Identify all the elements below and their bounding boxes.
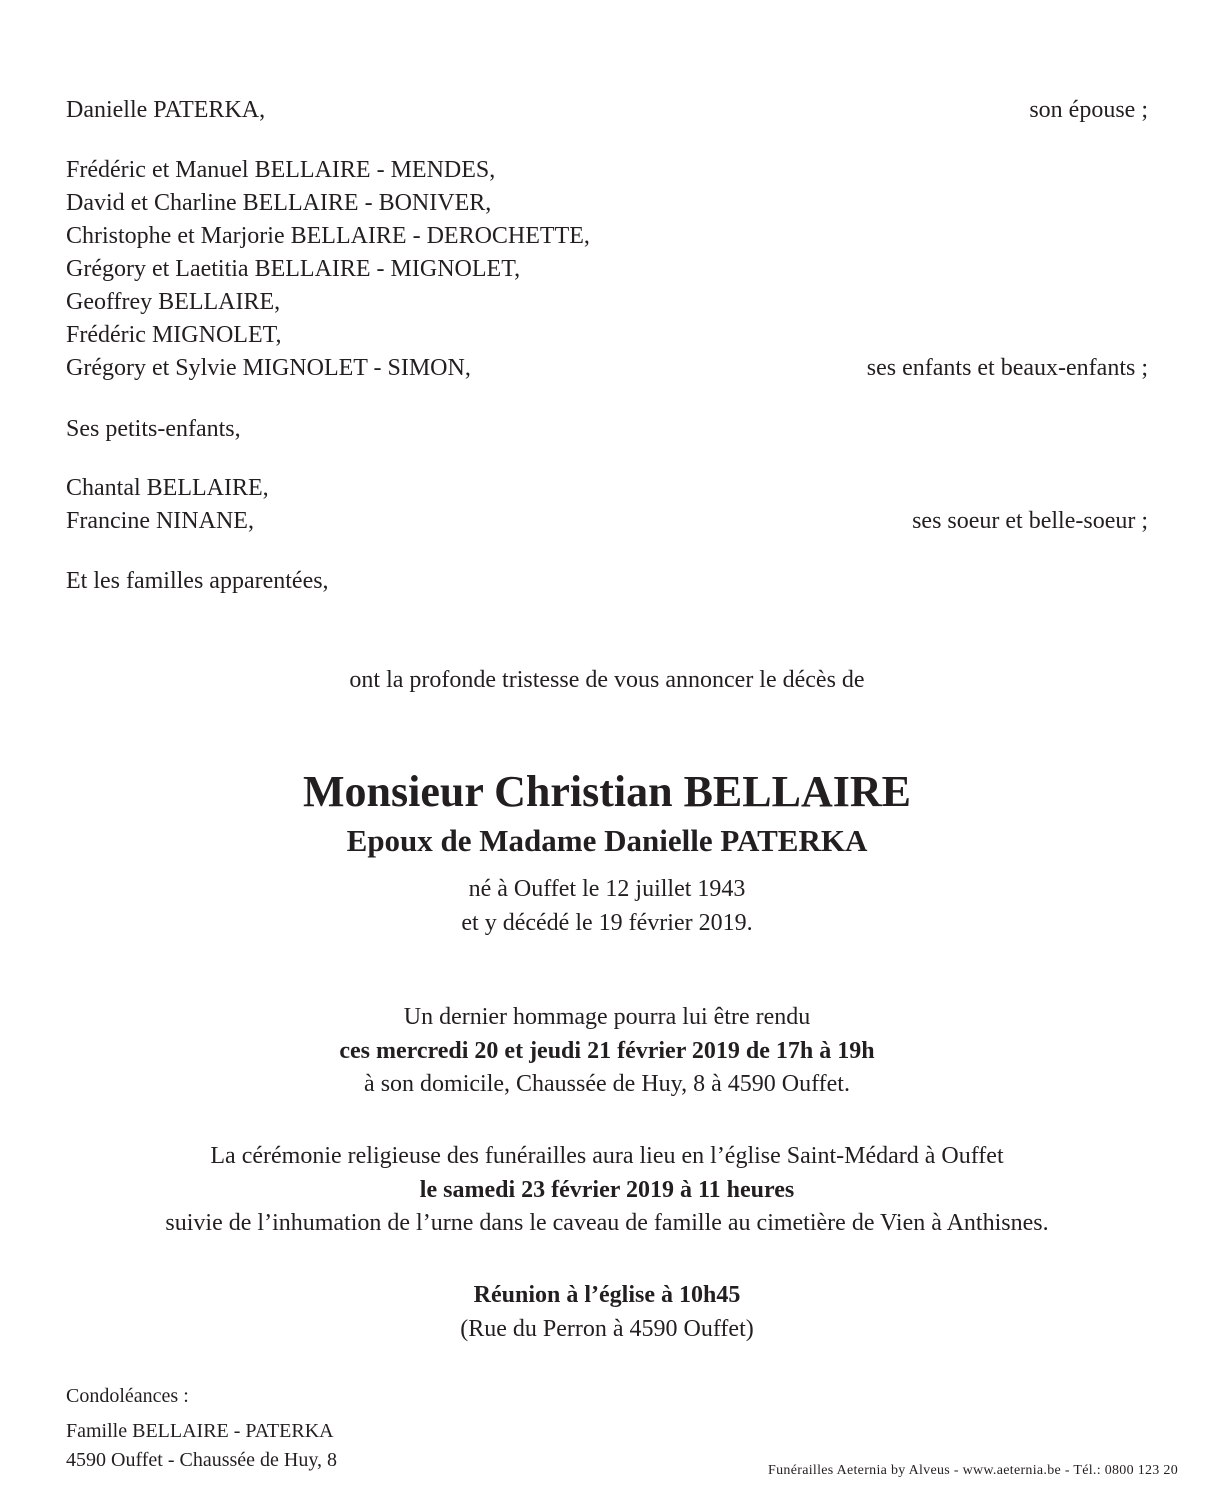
children-role: ses enfants et beaux-enfants ;	[866, 355, 1148, 381]
sibling-line: Chantal BELLAIRE,	[66, 475, 269, 501]
tribute-intro: Un dernier hommage pourra lui être rendu	[403, 1004, 811, 1030]
children-list	[66, 154, 590, 385]
birth-line: né à Ouffet le 12 juillet 1943	[468, 876, 746, 902]
death-line: et y décédé le 19 février 2019.	[461, 910, 753, 936]
deceased-spouse-line: Epoux de Madame Danielle PATERKA	[346, 823, 868, 858]
ceremony-burial: suivie de l’inhumation de l’urne dans le caveau de famille au cimetière de Vien à Anthisnes.	[165, 1210, 1049, 1236]
condolences-label: Condoléances :	[66, 1385, 189, 1407]
ceremony-date: le samedi 23 février 2019 à 11 heures	[419, 1177, 795, 1203]
grandchildren-line: Ses petits-enfants,	[66, 416, 241, 442]
child-line: Geoffrey BELLAIRE,	[66, 289, 281, 315]
deceased-name: Monsieur Christian BELLAIRE	[303, 767, 911, 816]
meeting-time: Réunion à l’église à 10h45	[473, 1282, 741, 1308]
child-line: Frédéric MIGNOLET,	[66, 322, 282, 348]
child-line: Grégory et Sylvie MIGNOLET - SIMON,	[66, 355, 471, 381]
child-line: Grégory et Laetitia BELLAIRE - MIGNOLET,	[66, 256, 521, 282]
tribute-dates: ces mercredi 20 et jeudi 21 février 2019 de 17h à 19h	[339, 1038, 875, 1064]
meeting-address: (Rue du Perron à 4590 Ouffet)	[460, 1316, 754, 1342]
child-line: David et Charline BELLAIRE - BONIVER,	[66, 190, 492, 216]
child-line: Frédéric et Manuel BELLAIRE - MENDES,	[66, 157, 496, 183]
announcement-line: ont la profonde tristesse de vous annoncer le décès de	[349, 667, 865, 693]
sibling-line: Francine NINANE,	[66, 508, 254, 534]
funeral-home-footer: Funérailles Aeternia by Alveus - www.aeternia.be - Tél.: 0800 123 20	[768, 1463, 1178, 1478]
spouse-role: son épouse ;	[1029, 97, 1148, 123]
relatives-line: Et les familles apparentées,	[66, 568, 329, 594]
siblings-role: ses soeur et belle-soeur ;	[912, 508, 1148, 534]
spouse-name: Danielle PATERKA,	[66, 97, 266, 123]
tribute-place: à son domicile, Chaussée de Huy, 8 à 4590 Ouffet.	[364, 1071, 850, 1097]
child-line: Christophe et Marjorie BELLAIRE - DEROCHETTE,	[66, 223, 590, 249]
ceremony-intro: La cérémonie religieuse des funérailles aura lieu en l’église Saint-Médard à Ouffet	[210, 1143, 1004, 1169]
siblings-list	[66, 472, 269, 538]
condolences-name: Famille BELLAIRE - PATERKA	[66, 1420, 334, 1442]
condolences-address: 4590 Ouffet - Chaussée de Huy, 8	[66, 1449, 338, 1471]
